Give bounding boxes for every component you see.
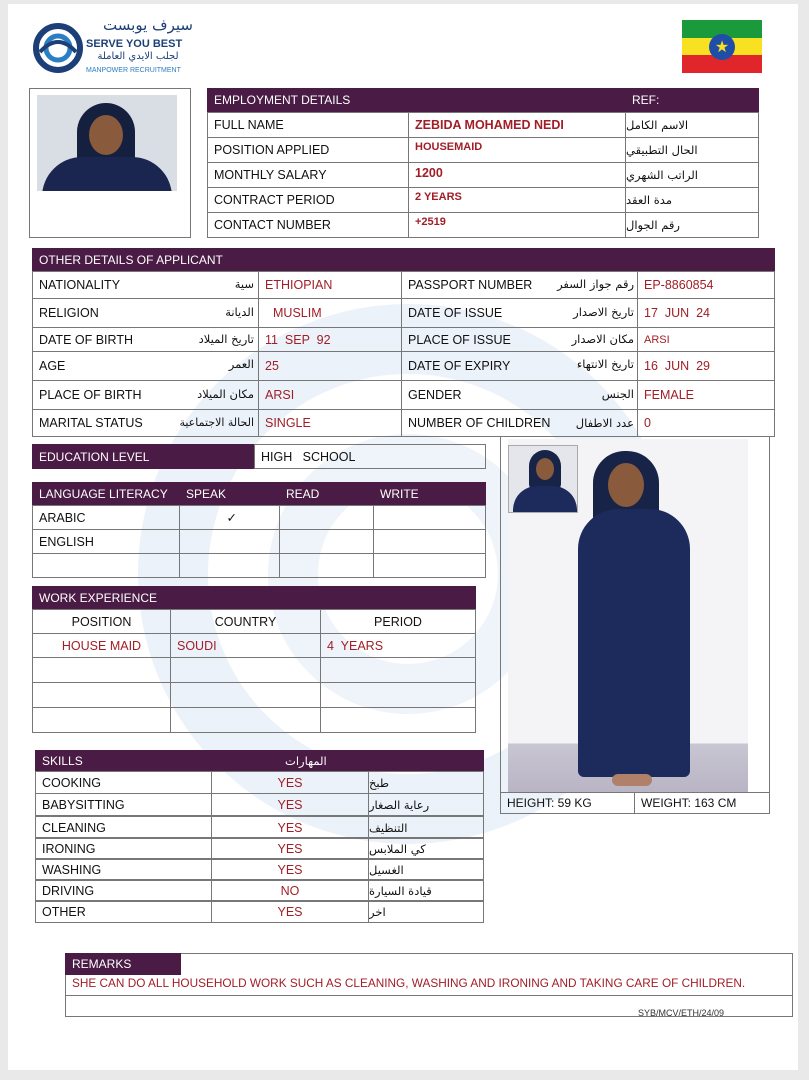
app-value-passport: EP-8860854 <box>637 271 775 299</box>
portrait-photo-frame <box>29 88 191 238</box>
empty-cell <box>32 657 171 683</box>
remarks-divider <box>65 995 793 996</box>
applicant-details-header: OTHER DETAILS OF APPLICANT <box>32 248 402 272</box>
empty-cell <box>32 707 171 733</box>
skill-arabic: طبخ <box>368 771 484 794</box>
work-col-country: COUNTRY <box>170 609 321 634</box>
full-photo-frame <box>500 436 770 814</box>
cv-page <box>8 4 798 1070</box>
work-experience-header-right <box>252 586 476 610</box>
language-read <box>279 505 374 530</box>
emp-label-position: POSITION APPLIED <box>207 137 409 163</box>
emp-label-contract: CONTRACT PERIOD <box>207 187 409 213</box>
app-label-dob: DATE OF BIRTH <box>32 327 259 352</box>
app-label-date-of-expiry: DATE OF EXPIRY <box>401 351 638 381</box>
weight-measurement: WEIGHT: 163 CM <box>634 792 770 814</box>
skill-name: WASHING <box>35 858 212 881</box>
empty-cell <box>32 553 180 578</box>
remarks-header: REMARKS <box>65 953 181 975</box>
app-label-passport: PASSPORT NUMBER <box>401 271 638 299</box>
skill-value: YES <box>211 858 369 881</box>
footer-code: SYB/MCV/ETH/24/09 <box>638 1008 725 1018</box>
skills-header: SKILLS <box>35 750 285 772</box>
skill-name: IRONING <box>35 837 212 860</box>
thumbnail-photo <box>508 445 578 513</box>
emp-value-contact: +2519 <box>408 212 626 238</box>
skill-name: COOKING <box>35 771 212 794</box>
app-arabic-place-of-issue: مكان الاصدار <box>571 332 634 346</box>
work-period: 4 YEARS <box>320 633 476 658</box>
portrait-photo <box>37 95 177 191</box>
app-arabic-gender: الجنس <box>601 387 634 401</box>
skill-value: YES <box>211 900 369 923</box>
app-arabic-marital: الحالة الاجتماعية <box>179 416 254 429</box>
emp-label-full-name: FULL NAME <box>207 112 409 138</box>
brand-arabic-tagline: لجلب الايدي العاملة <box>97 51 179 62</box>
language-write <box>373 529 486 554</box>
ref-label: REF: <box>625 88 759 112</box>
language-speak <box>179 529 280 554</box>
skill-name: BABYSITTING <box>35 793 212 816</box>
app-value-children: 0 <box>637 409 775 437</box>
app-arabic-passport: رقم جواز السفر <box>557 277 634 291</box>
applicant-details-header-right <box>401 248 775 272</box>
app-value-age: 25 <box>258 351 402 381</box>
work-col-position: POSITION <box>32 609 171 634</box>
app-value-place-of-issue: ARSI <box>637 327 775 352</box>
skill-value: YES <box>211 816 369 839</box>
work-country: SOUDI <box>170 633 321 658</box>
language-name: ARABIC <box>32 505 180 530</box>
ethiopia-flag <box>682 20 762 73</box>
app-label-place-of-issue: PLACE OF ISSUE <box>401 327 638 352</box>
height-measurement: HEIGHT: 59 KG <box>500 792 635 814</box>
empty-cell <box>320 707 476 733</box>
app-label-place-of-birth: PLACE OF BIRTH <box>32 380 259 410</box>
app-label-religion: RELIGION <box>32 298 259 328</box>
skill-name: OTHER <box>35 900 212 923</box>
app-arabic-religion: الديانة <box>225 305 254 319</box>
app-value-gender: FEMALE <box>637 380 775 410</box>
employment-details-header: EMPLOYMENT DETAILS <box>207 88 625 112</box>
app-label-children: NUMBER OF CHILDREN <box>401 409 638 437</box>
language-header-write: WRITE <box>373 482 486 506</box>
app-label-date-of-issue: DATE OF ISSUE <box>401 298 638 328</box>
app-value-date-of-expiry: 16 JUN 29 <box>637 351 775 381</box>
app-label-marital: MARITAL STATUS <box>32 409 259 437</box>
skill-value: YES <box>211 771 369 794</box>
language-header-read: READ <box>279 482 374 506</box>
language-header-literacy: LANGUAGE LITERACY <box>32 482 180 506</box>
empty-cell <box>179 553 280 578</box>
empty-cell <box>170 707 321 733</box>
empty-cell <box>170 682 321 708</box>
app-value-place-of-birth: ARSI <box>258 380 402 410</box>
empty-cell <box>320 657 476 683</box>
brand-tagline: MANPOWER RECRUITMENT <box>86 67 181 74</box>
app-arabic-children: عدد الاطفال <box>575 416 634 430</box>
empty-cell <box>170 657 321 683</box>
app-label-age: AGE <box>32 351 259 381</box>
logo-mark-icon <box>32 22 84 74</box>
language-header-speak: SPEAK <box>179 482 280 506</box>
flag-star-emblem-icon: ★ <box>709 34 735 60</box>
brand-arabic-name: سيرف يوبست <box>103 16 193 34</box>
emp-arabic-position: الحال التطبيقي <box>625 137 759 163</box>
app-arabic-date-of-expiry: تاريخ الانتهاء <box>576 357 634 371</box>
skill-arabic: التنظيف <box>368 816 484 839</box>
skills-arabic-header: المهارات <box>284 750 484 772</box>
education-level-value: HIGH SCHOOL <box>254 444 486 469</box>
emp-value-salary: 1200 <box>408 162 626 188</box>
app-value-marital: SINGLE <box>258 409 402 437</box>
emp-arabic-contact: رقم الجوال <box>625 212 759 238</box>
skill-arabic: كي الملابس <box>368 837 484 860</box>
language-write <box>373 505 486 530</box>
language-name: ENGLISH <box>32 529 180 554</box>
remarks-text: SHE CAN DO ALL HOUSEHOLD WORK SUCH AS CLEANING, WASHING AND IRONING AND TAKING CARE OF CHILDREN. <box>72 976 746 990</box>
language-read <box>279 529 374 554</box>
brand-name: SERVE YOU BEST <box>86 38 183 50</box>
emp-value-position: HOUSEMAID <box>408 137 626 163</box>
emp-label-salary: MONTHLY SALARY <box>207 162 409 188</box>
skill-arabic: اخر <box>368 900 484 923</box>
skill-name: CLEANING <box>35 816 212 839</box>
app-arabic-nationality: سية <box>234 277 254 291</box>
app-label-nationality: NATIONALITY <box>32 271 259 299</box>
work-experience-header: WORK EXPERIENCE <box>32 586 253 610</box>
skill-arabic: رعاية الصغار <box>368 793 484 816</box>
app-value-nationality: ETHIOPIAN <box>258 271 402 299</box>
skill-arabic: قيادة السيارة <box>368 879 484 902</box>
app-value-dob: 11 SEP 92 <box>258 327 402 352</box>
empty-cell <box>32 682 171 708</box>
language-speak-check: ✓ <box>179 505 280 530</box>
app-value-date-of-issue: 17 JUN 24 <box>637 298 775 328</box>
app-value-religion: MUSLIM <box>258 298 402 328</box>
emp-arabic-contract: مدة العقد <box>625 187 759 213</box>
emp-value-contract: 2 YEARS <box>408 187 626 213</box>
skill-value: NO <box>211 879 369 902</box>
skill-arabic: الغسيل <box>368 858 484 881</box>
work-position: HOUSE MAID <box>32 633 171 658</box>
skill-name: DRIVING <box>35 879 212 902</box>
emp-label-contact: CONTACT NUMBER <box>207 212 409 238</box>
work-col-period: PERIOD <box>320 609 476 634</box>
emp-arabic-full-name: الاسم الكامل <box>625 112 759 138</box>
app-arabic-place-of-birth: مكان الميلاد <box>197 387 254 401</box>
emp-arabic-salary: الراتب الشهري <box>625 162 759 188</box>
emp-value-full-name: ZEBIDA MOHAMED NEDI <box>408 112 626 138</box>
skill-value: YES <box>211 837 369 860</box>
app-arabic-dob: تاريخ الميلاد <box>198 332 254 346</box>
skill-value: YES <box>211 793 369 816</box>
company-logo <box>32 22 84 74</box>
education-level-label: EDUCATION LEVEL <box>32 444 255 469</box>
app-label-gender: GENDER <box>401 380 638 410</box>
empty-cell <box>320 682 476 708</box>
app-arabic-age: العمر <box>228 357 254 371</box>
empty-cell <box>373 553 486 578</box>
empty-cell <box>279 553 374 578</box>
app-arabic-date-of-issue: تاريخ الاصدار <box>573 305 634 319</box>
